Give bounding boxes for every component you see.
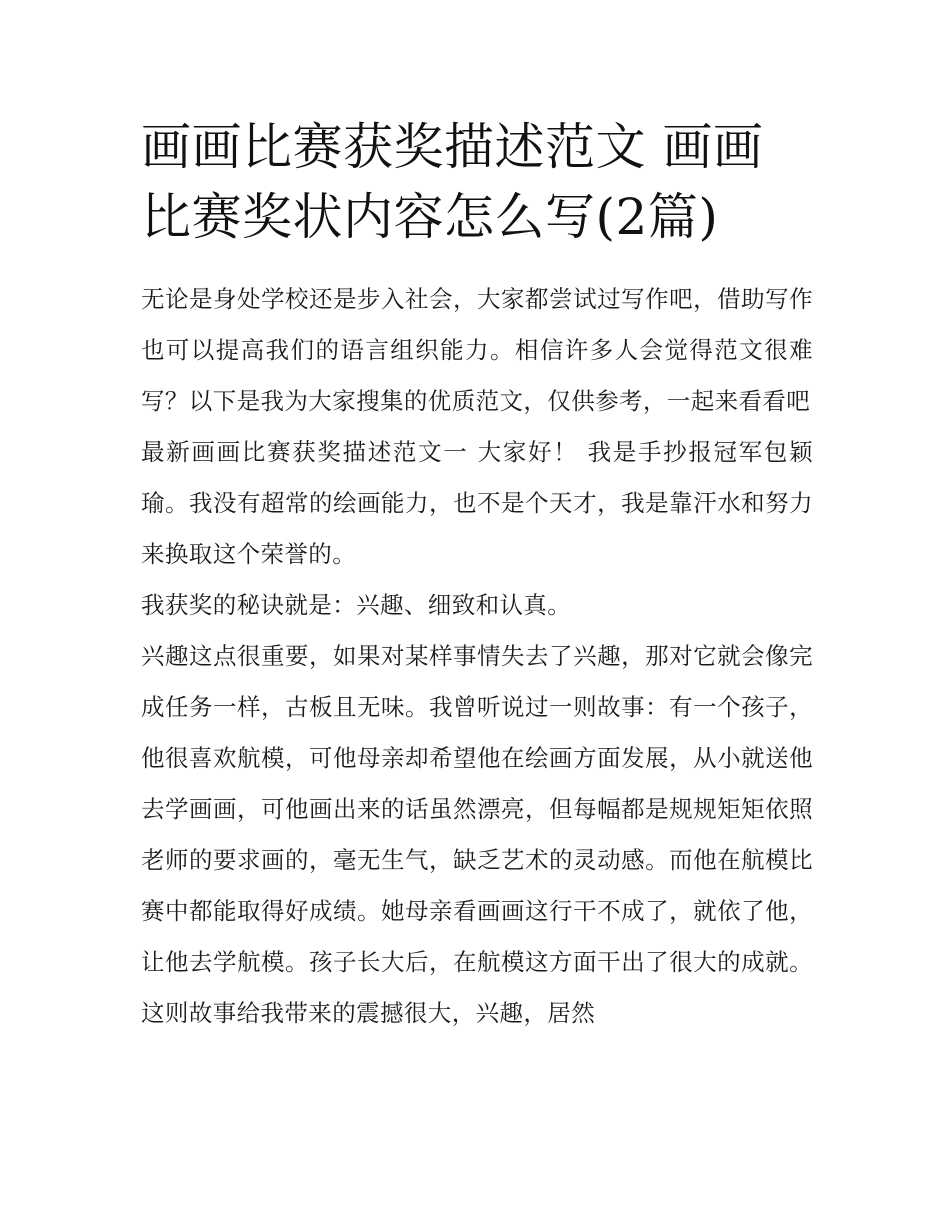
body-paragraph: 最新画画比赛获奖描述范文一 大家好！ 我是手抄报冠军包颖瑜。我没有超常的绘画能力，也不是个天才，我是靠汗水和努力来换取这个荣誉的。 xyxy=(141,438,813,568)
document-title: 画画比赛获奖描述范文 画画比赛奖状内容怎么写(2篇) xyxy=(141,118,764,246)
body-paragraph: 我获奖的秘诀就是：兴趣、细致和认真。 xyxy=(141,591,572,619)
intro-paragraph: 无论是身处学校还是步入社会，大家都尝试过写作吧，借助写作也可以提高我们的语言组织能力。相信许多人会觉得范文很难写？以下是我为大家搜集的优质范文，仅供参考，一起来看看吧 xyxy=(141,285,813,415)
body-paragraph: 兴趣这点很重要，如果对某样事情失去了兴趣，那对它就会像完成任务一样，古板且无味。我曾听说过一则故事：有一个孩子，他很喜欢航模，可他母亲却希望他在绘画方面发展，从小就送他去学画画，可他画出来的话虽然漂亮，但每幅都是规规矩矩依照老师的要求画的，毫无生气，缺乏艺术的灵动感。而他在航模比赛中都能取得好成绩。她母亲看画画这行干不成了，就依了他，让他去学航模。孩子长大后，在航模这方面干出了很大的成就。这则故事给我带来的震撼很大，兴趣，居然 xyxy=(141,642,813,1027)
document-page xyxy=(141,112,813,1039)
